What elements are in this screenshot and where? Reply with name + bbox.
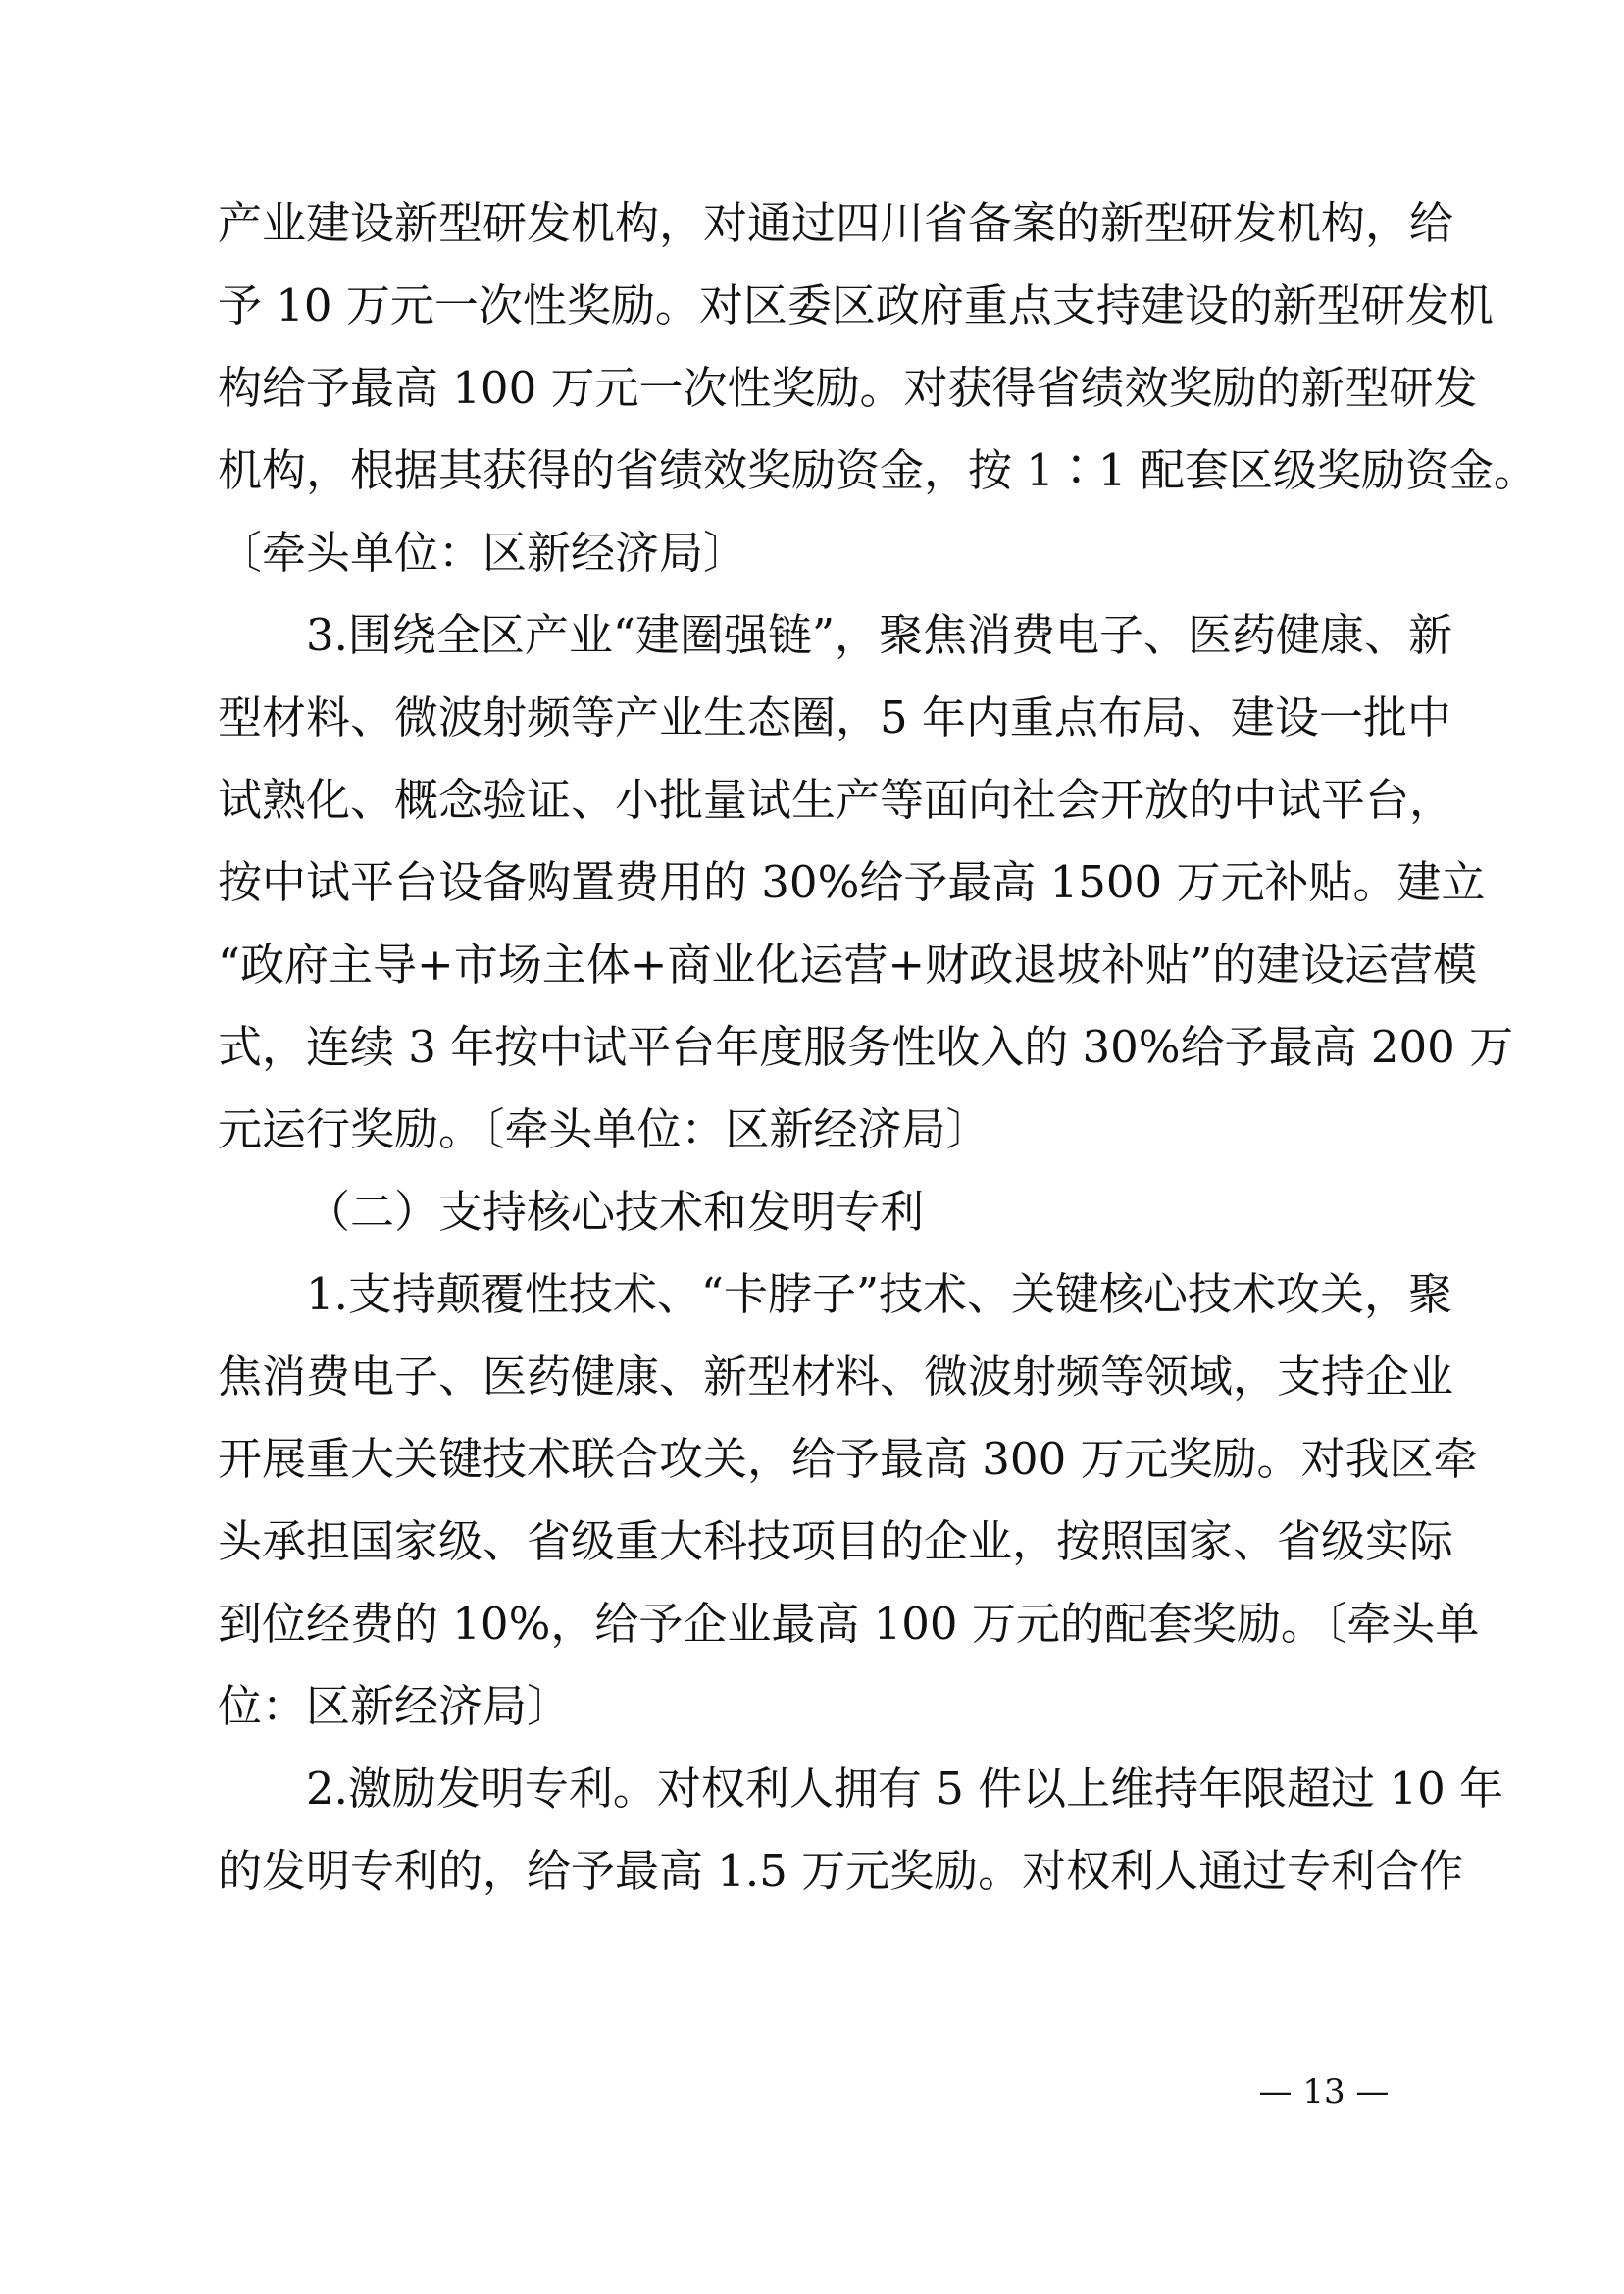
- paragraph-line: 2.激励发明专利。对权利人拥有 5 件以上维持年限超过 10 年: [306, 1762, 1504, 1814]
- paragraph-line: 1.支持颠覆性技术、“卡脖子”技术、关键核心技术攻关，聚: [306, 1268, 1452, 1320]
- paragraph-line: 予 10 万元一次性奖励。对区委区政府重点支持建设的新型研发机: [218, 280, 1494, 331]
- paragraph-line: 开展重大关键技术联合攻关，给予最高 300 万元奖励。对我区牵: [218, 1433, 1478, 1485]
- paragraph-line: 到位经费的 10%，给予企业最高 100 万元的配套奖励。〔牵头单: [218, 1598, 1480, 1650]
- paragraph-line: 3.围绕全区产业“建圈强链”，聚焦消费电子、医药健康、新: [306, 609, 1452, 661]
- paragraph-line: 的发明专利的，给予最高 1.5 万元奖励。对权利人通过专利合作: [218, 1845, 1464, 1897]
- paragraph-line: 试熟化、概念验证、小批量试生产等面向社会开放的中试平台，: [218, 774, 1454, 826]
- paragraph-line: 元运行奖励。〔牵头单位：区新经济局〕: [218, 1103, 990, 1155]
- paragraph-line: 产业建设新型研发机构，对通过四川省备案的新型研发机构，给: [218, 197, 1454, 249]
- paragraph-line: 焦消费电子、医药健康、新型材料、微波射频等领域，支持企业: [218, 1351, 1454, 1402]
- paragraph-line: 位：区新经济局〕: [218, 1680, 572, 1732]
- paragraph-line: 头承担国家级、省级重大科技项目的企业，按照国家、省级实际: [218, 1515, 1454, 1567]
- paragraph-line: 式，连续 3 年按中试平台年度服务性收入的 30%给予最高 200 万: [218, 1021, 1514, 1073]
- section-heading: （二）支持核心技术和发明专利: [306, 1186, 925, 1238]
- paragraph-line: 〔牵头单位：区新经济局〕: [218, 527, 748, 579]
- page-number: — 13 —: [1258, 2072, 1390, 2112]
- paragraph-line: 机构，根据其获得的省绩效奖励资金，按 1∶1 配套区级奖励资金。: [218, 444, 1538, 496]
- paragraph-line: 按中试平台设备购置费用的 30%给予最高 1500 万元补贴。建立: [218, 856, 1486, 908]
- paragraph-line: 构给予最高 100 万元一次性奖励。对获得省绩效奖励的新型研发: [218, 362, 1478, 414]
- paragraph-line: “政府主导+市场主体+商业化运营+财政退坡补贴”的建设运营模: [218, 939, 1478, 991]
- paragraph-line: 型材料、微波射频等产业生态圈，5 年内重点布局、建设一批中: [218, 691, 1451, 743]
